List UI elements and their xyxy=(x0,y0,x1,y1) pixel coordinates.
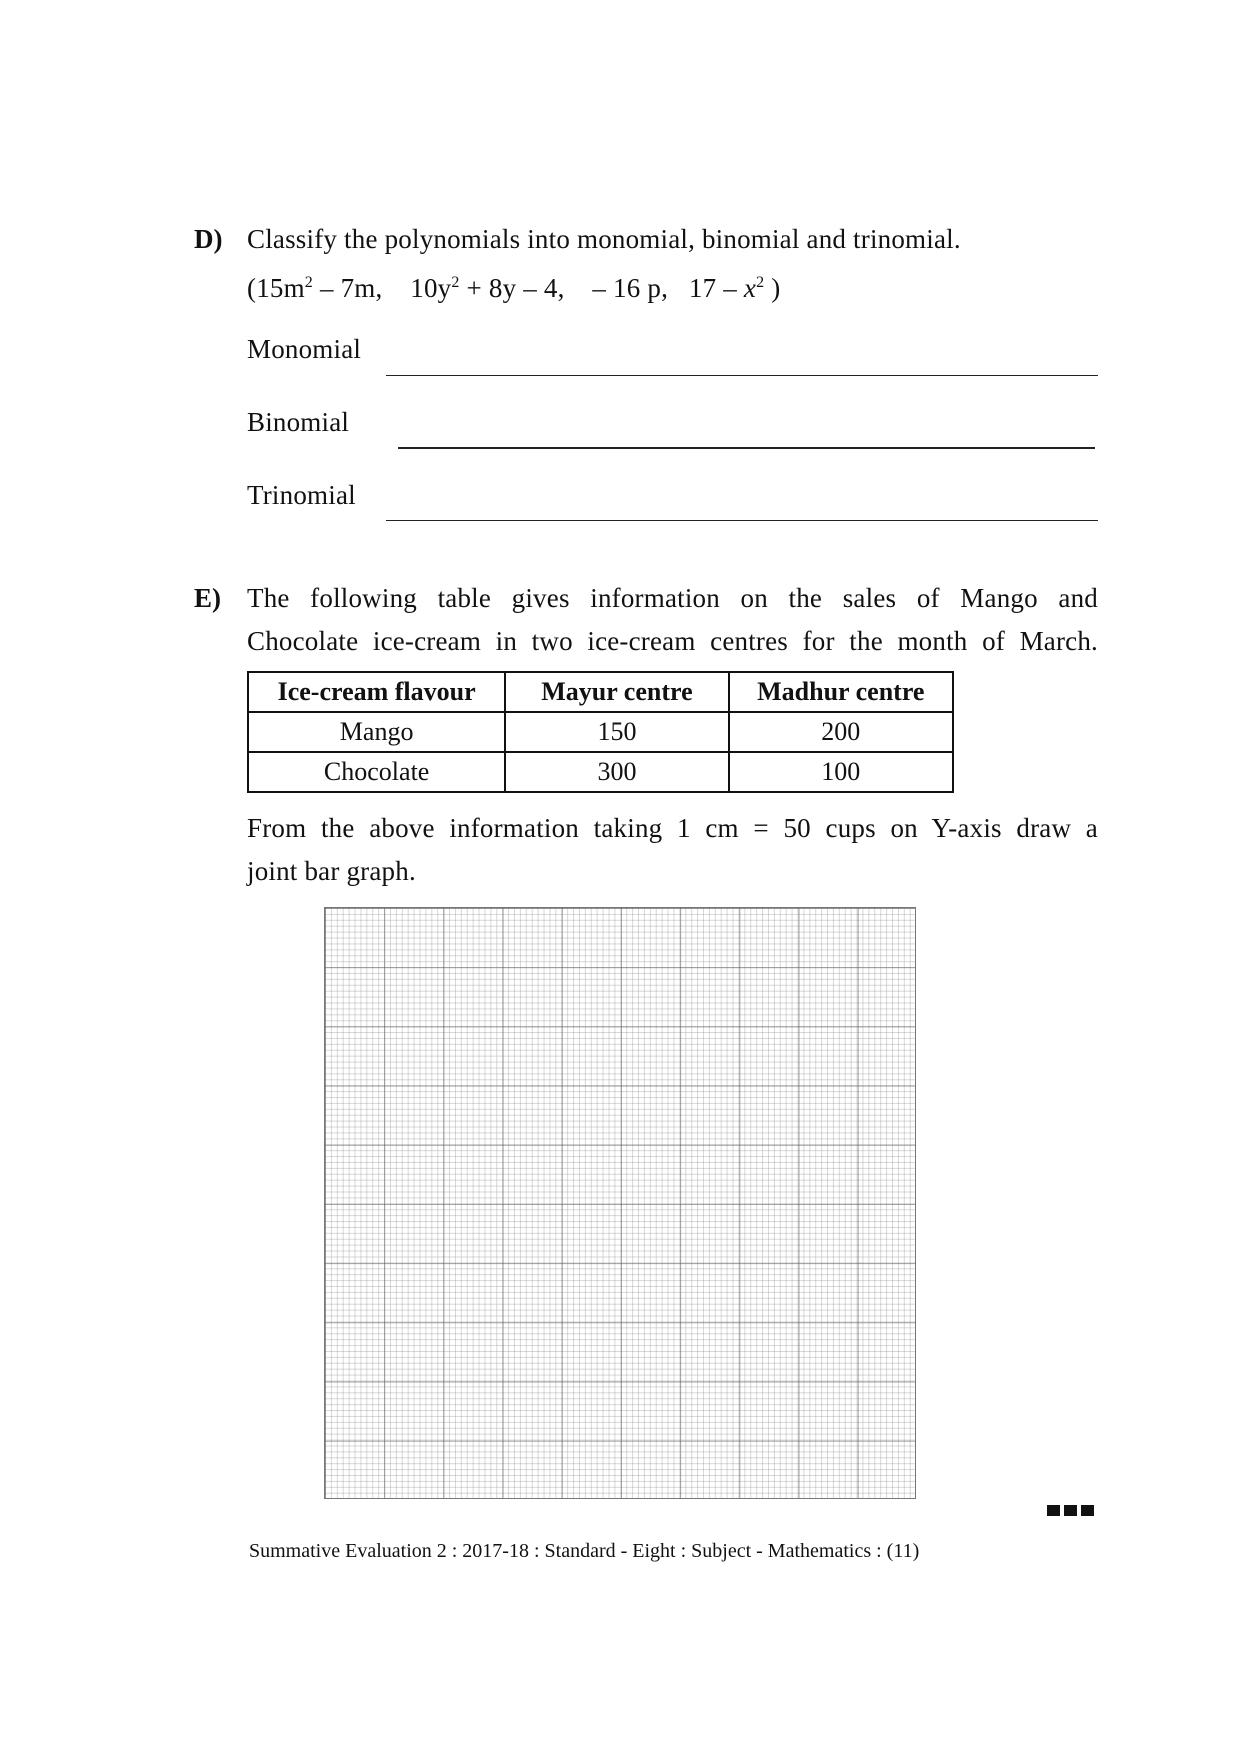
sales-table xyxy=(247,671,954,793)
table-row xyxy=(248,752,953,792)
cell-madhur: 200 xyxy=(729,712,953,752)
poly-4-base: 17 – xyxy=(688,273,744,303)
question-e-intro-line1: The following table gives information on the sales of Mango and xyxy=(247,583,1098,613)
question-e-instruction-line1: From the above information taking 1 cm = 50 cups on Y-axis draw a xyxy=(247,813,1098,843)
binomial-answer-line[interactable] xyxy=(398,447,1095,449)
question-d-label: D) xyxy=(194,224,223,254)
poly-1-exponent: 2 xyxy=(304,274,313,291)
header-mayur: Mayur centre xyxy=(505,672,728,712)
table-row xyxy=(248,712,953,752)
page-footer: Summative Evaluation 2 : 2017-18 : Standard - Eight : Subject - Mathematics : (11) xyxy=(249,1540,920,1562)
category-trinomial-label: Trinomial xyxy=(247,480,356,510)
cell-flavour: Chocolate xyxy=(248,752,505,792)
question-d-prompt: Classify the polynomials into monomial, binomial and trinomial. xyxy=(247,224,961,254)
monomial-answer-line[interactable] xyxy=(386,375,1098,376)
poly-close: ) xyxy=(764,273,781,303)
end-mark xyxy=(1064,1505,1077,1516)
poly-1-rest: – 7m, xyxy=(313,273,383,303)
poly-open: (15m xyxy=(247,273,305,303)
cell-mayur: 300 xyxy=(505,752,728,792)
header-madhur: Madhur centre xyxy=(729,672,953,712)
end-mark xyxy=(1081,1505,1094,1516)
trinomial-answer-line[interactable] xyxy=(386,520,1098,521)
poly-4-exponent: 2 xyxy=(756,274,765,291)
cell-flavour: Mango xyxy=(248,712,505,752)
poly-2-exponent: 2 xyxy=(451,274,460,291)
category-binomial-label: Binomial xyxy=(247,407,350,437)
cell-madhur: 100 xyxy=(729,752,953,792)
question-e-intro-line2: Chocolate ice-cream in two ice-cream centres for the month of March. xyxy=(247,626,1098,656)
poly-4-variable: x xyxy=(743,273,757,303)
cell-mayur: 150 xyxy=(505,712,728,752)
poly-2-base: 10y xyxy=(410,273,452,303)
end-of-page-marks xyxy=(1047,1505,1094,1516)
table-header-row xyxy=(248,672,953,712)
category-monomial-label: Monomial xyxy=(247,334,362,364)
question-e-instruction-line2: joint bar graph. xyxy=(247,856,416,886)
poly-2-rest: + 8y – 4, xyxy=(459,273,565,303)
graph-paper[interactable] xyxy=(324,907,916,1499)
polynomial-list xyxy=(247,273,780,304)
question-e-label: E) xyxy=(194,583,221,613)
poly-3: – 16 p, xyxy=(592,273,669,303)
end-mark xyxy=(1047,1505,1060,1516)
header-flavour: Ice-cream flavour xyxy=(248,672,505,712)
